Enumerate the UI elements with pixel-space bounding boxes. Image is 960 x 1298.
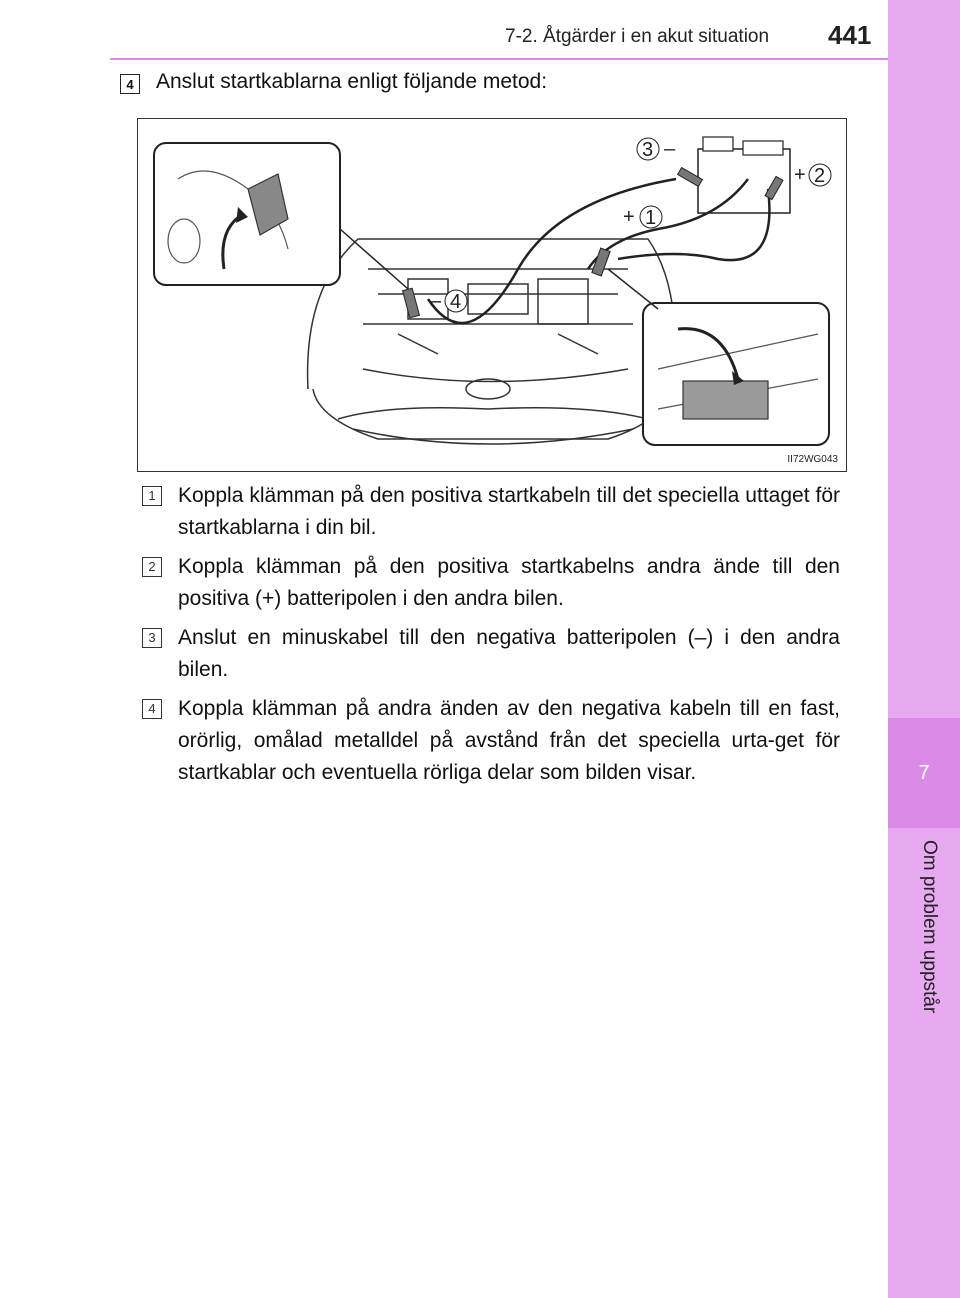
- inset-jump-terminal: [608, 269, 829, 445]
- svg-text:1: 1: [645, 207, 657, 229]
- figure-code: II72WG043: [787, 454, 838, 465]
- step-item: [140, 480, 840, 544]
- step-number: 4: [142, 699, 162, 719]
- illustration-drawing: [138, 119, 846, 471]
- svg-text:2: 2: [814, 165, 826, 187]
- chapter-number-tab[interactable]: 7: [888, 718, 960, 828]
- step-number: 1: [142, 486, 162, 506]
- intro-text: Anslut startkablarna enligt följande metod:: [156, 70, 548, 93]
- svg-text:–: –: [430, 290, 442, 312]
- step-item: [140, 622, 840, 686]
- instruction-steps: [140, 480, 840, 796]
- inset-ground-point: [154, 143, 408, 289]
- step-text: Anslut en minuskabel till den negativa batteripolen (–) i den andra bilen.: [178, 626, 840, 681]
- chapter-sidebar: [888, 0, 960, 1298]
- step-item: [140, 693, 840, 789]
- svg-text:+: +: [623, 206, 635, 228]
- step-text: Koppla klämman på andra änden av den negativa kabeln till en fast, orörlig, omålad metalldel på avstånd från det speciella urta-get för startkablar och eventuella rörliga delar som bilden visar.: [178, 697, 840, 784]
- step-number: 3: [142, 628, 162, 648]
- step-number: 2: [142, 557, 162, 577]
- svg-text:+: +: [794, 164, 806, 186]
- header-divider: [110, 58, 888, 60]
- car-outline: [308, 239, 676, 444]
- step-text: Koppla klämman på den positiva startkabeln till det speciella uttaget för startkablarna i din bil.: [178, 484, 840, 539]
- section-title: 7-2. Åtgärder i en akut situation: [505, 26, 770, 47]
- step-badge: 4: [120, 74, 140, 94]
- donor-battery: [698, 137, 790, 213]
- svg-text:4: 4: [450, 291, 462, 313]
- chapter-title: Om problem uppstår: [919, 840, 940, 1014]
- step-item: [140, 551, 840, 615]
- svg-text:–: –: [664, 138, 676, 160]
- jump-start-illustration: [137, 118, 847, 472]
- page-number: 441: [828, 20, 872, 50]
- step-text: Koppla klämman på den positiva startkabelns andra ände till den positiva (+) batteripolen i den andra bilen.: [178, 555, 840, 610]
- svg-text:3: 3: [642, 139, 654, 161]
